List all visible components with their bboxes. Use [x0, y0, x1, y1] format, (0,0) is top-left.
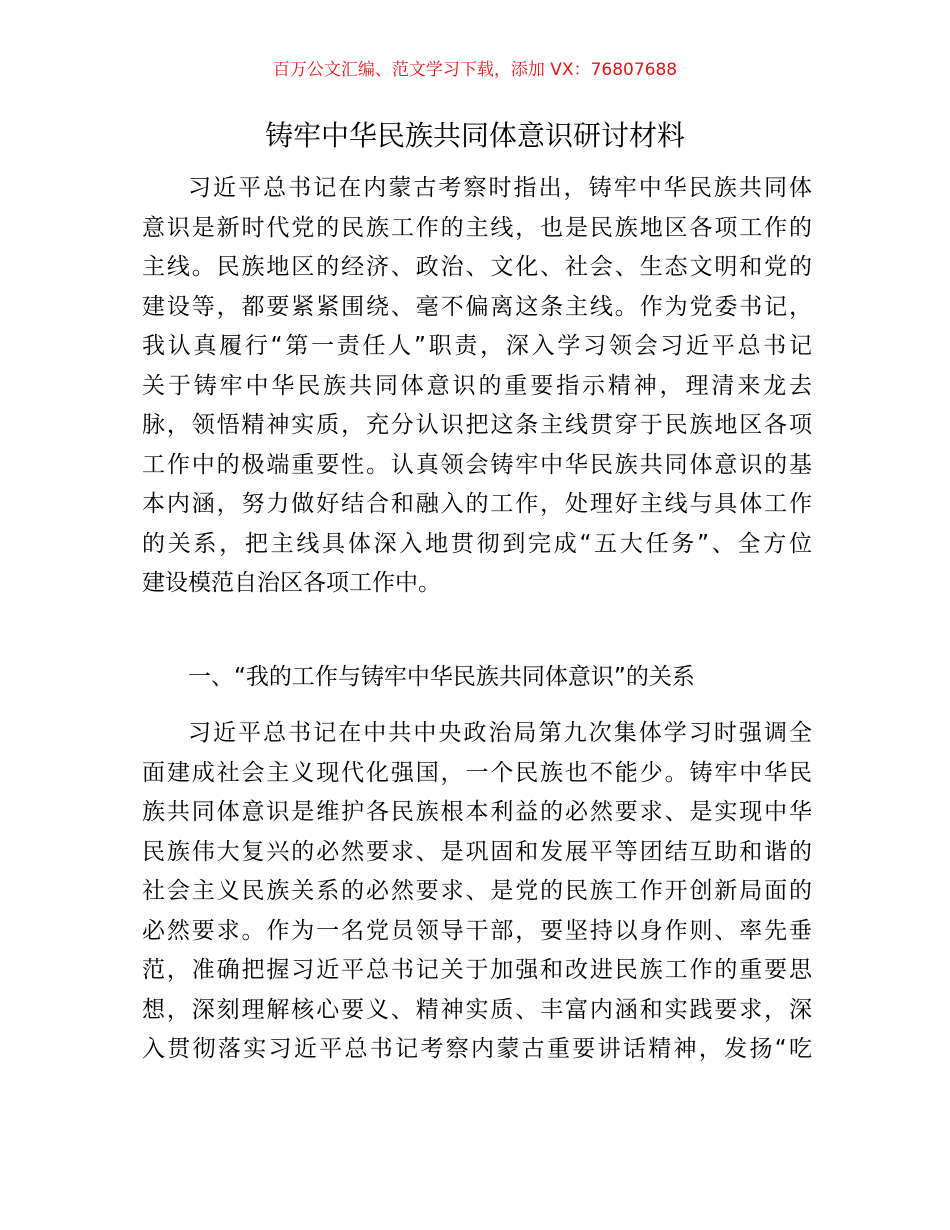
paragraph-line: 意识是新时代党的民族工作的主线，也是民族地区各项工作的	[142, 214, 812, 241]
paragraph-1	[142, 169, 812, 604]
paragraph-line: 我认真履行“第一责任人”职责，深入学习领会习近平总书记	[142, 333, 812, 359]
paragraph-line: 入贯彻落实习近平总书记考察内蒙古重要讲话精神，发扬“吃	[142, 1036, 812, 1062]
paragraph-line: 建设等，都要紧紧围绕、毫不偏离这条主线。作为党委书记，	[142, 293, 812, 320]
section-heading-1	[142, 658, 812, 698]
section-heading-text: 一、“我的工作与铸牢中华民族共同体意识”的关系	[188, 664, 695, 690]
paragraph-line: 关于铸牢中华民族共同体意识的重要指示精神，理清来龙去	[142, 372, 812, 399]
paragraph-line: 主线。民族地区的经济、政治、文化、社会、生态文明和党的	[142, 254, 812, 280]
paragraph-line: 本内涵，努力做好结合和融入的工作，处理好主线与具体工作	[142, 491, 812, 517]
paragraph-line: 习近平总书记在内蒙古考察时指出，铸牢中华民族共同体	[188, 175, 812, 201]
paragraph-line: 习近平总书记在中共中央政治局第九次集体学习时强调全	[188, 720, 812, 746]
paragraph-line: 的关系，把主线具体深入地贯彻到完成“五大任务”、全方位	[142, 530, 812, 557]
paragraph-line: 脉，领悟精神实质，充分认识把这条主线贯穿于民族地区各项	[142, 412, 812, 438]
paragraph-line: 想，深刻理解核心要义、精神实质、丰富内涵和实践要求，深	[142, 996, 812, 1023]
paragraph-line: 民族伟大复兴的必然要求、是巩固和发展平等团结互助和谐的	[142, 838, 812, 865]
paragraph-line: 面建成社会主义现代化强国，一个民族也不能少。铸牢中华民	[142, 759, 812, 786]
paragraph-line: 工作中的极端重要性。认真领会铸牢中华民族共同体意识的基	[142, 451, 812, 478]
paragraph-line: 必然要求。作为一名党员领导干部，要坚持以身作则、率先垂	[142, 917, 812, 944]
paragraph-line: 范，准确把握习近平总书记关于加强和改进民族工作的重要思	[142, 957, 812, 983]
paragraph-2	[142, 714, 812, 1070]
paragraph-line: 建设模范自治区各项工作中。	[142, 570, 441, 596]
paragraph-line: 族共同体意识是维护各民族根本利益的必然要求、是实现中华	[142, 799, 812, 825]
document-title: 铸牢中华民族共同体意识研讨材料	[264, 119, 685, 152]
paragraph-line: 社会主义民族关系的必然要求、是党的民族工作开创新局面的	[142, 878, 812, 904]
header-banner: 百万公文汇编、范文学习下载，添加 VX：76807688	[272, 60, 678, 80]
